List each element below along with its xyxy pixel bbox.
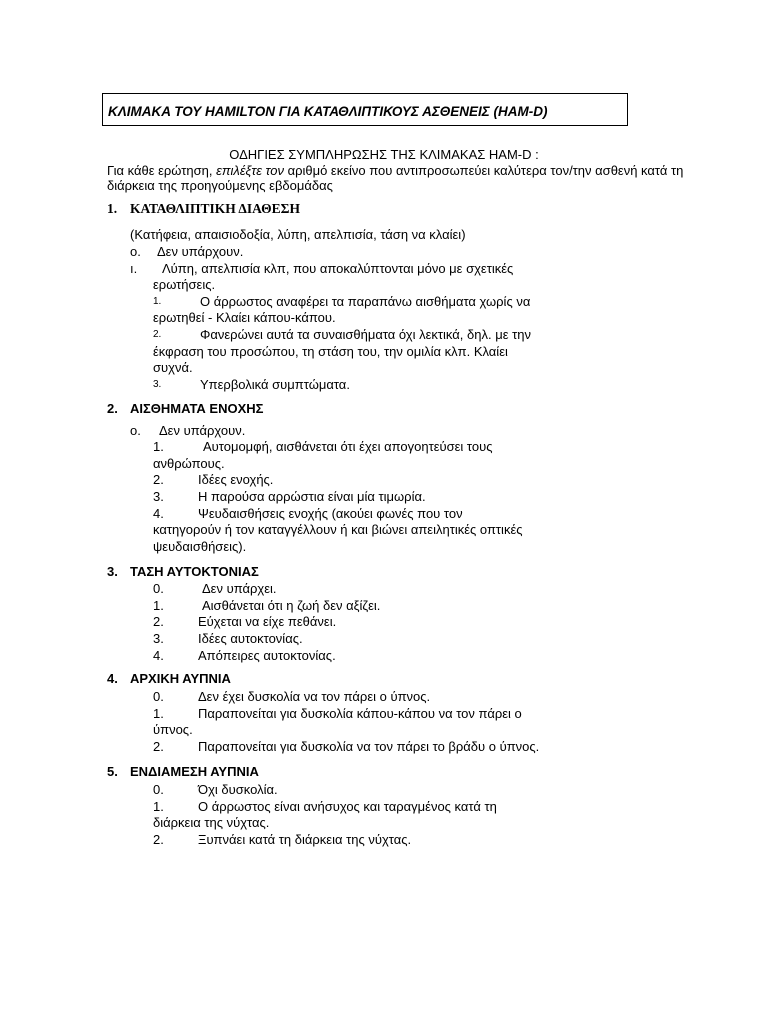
section-5-option-1-text: Ο άρρωστος είναι ανήσυχος και ταραγμένος κατά τη bbox=[198, 799, 497, 814]
section-4-number: 4. bbox=[107, 671, 118, 686]
section-1-option-3-continuation-2: συχνά. bbox=[153, 360, 193, 375]
section-4-option-0-text: Δεν έχει δυσκολία να τον πάρει ο ύπνος. bbox=[198, 689, 431, 704]
section-1-option-3-number: 2. bbox=[153, 329, 162, 340]
section-5-number: 5. bbox=[107, 764, 118, 779]
section-2-option-0-number: o. bbox=[130, 423, 141, 438]
section-4-option-1-number: 1. bbox=[153, 706, 164, 721]
section-4-title: ΑΡΧΙΚΗ ΑΥΠΝΙΑ bbox=[130, 671, 231, 686]
section-2-option-4-number: 4. bbox=[153, 506, 164, 521]
section-1-option-3-continuation-1: έκφραση του προσώπου, τη στάση του, την ομιλία κλπ. Κλαίει bbox=[153, 344, 508, 359]
section-1-number: 1. bbox=[107, 201, 118, 216]
section-3-option-0-number: 0. bbox=[153, 581, 164, 596]
section-3-option-3-number: 3. bbox=[153, 631, 164, 646]
section-3-option-0-text: Δεν υπάρχει. bbox=[202, 581, 277, 596]
section-1-option-4-text: Υπερβολικά συμπτώματα. bbox=[200, 377, 350, 392]
section-2-option-2-text: Ιδέες ενοχής. bbox=[198, 472, 274, 487]
section-2-option-4-continuation-2: ψευδαισθήσεις). bbox=[153, 539, 247, 554]
instructions-line-1 bbox=[107, 163, 683, 179]
section-4-option-2-text: Παραπονείται για δυσκολία να τον πάρει το βράδυ ο ύπνος. bbox=[198, 739, 540, 754]
section-1-option-0-text: Δεν υπάρχουν. bbox=[157, 244, 244, 259]
section-5-option-1-continuation: διάρκεια της νύχτας. bbox=[153, 815, 270, 830]
section-2-option-1-number: 1. bbox=[153, 439, 164, 454]
title-box bbox=[102, 93, 628, 126]
section-3-option-2-text: Εύχεται να είχε πεθάνει. bbox=[198, 614, 337, 629]
section-2-option-3-number: 3. bbox=[153, 489, 164, 504]
section-1-description: (Κατήφεια, απαισιοδοξία, λύπη, απελπισία, τάση να κλαίει) bbox=[130, 227, 466, 242]
section-3-option-3-text: Ιδέες αυτοκτονίας. bbox=[198, 631, 303, 646]
instructions-line-2: διάρκεια της προηγούμενης εβδομάδας bbox=[107, 178, 333, 193]
section-4-option-0-number: 0. bbox=[153, 689, 164, 704]
section-2-option-0-text: Δεν υπάρχουν. bbox=[159, 423, 246, 438]
section-1-option-0-number: o. bbox=[130, 244, 141, 259]
section-5-option-1-number: 1. bbox=[153, 799, 164, 814]
section-4-option-1-continuation: ύπνος. bbox=[153, 722, 193, 737]
section-1-option-4-number: 3. bbox=[153, 379, 162, 390]
section-1-option-2-text: Ο άρρωστος αναφέρει τα παραπάνω αισθήματα χωρίς να bbox=[200, 294, 531, 309]
instructions-emphasis: επιλέξτε τον bbox=[216, 163, 284, 178]
section-3-option-4-text: Απόπειρες αυτοκτονίας. bbox=[198, 648, 336, 663]
section-5-option-2-number: 2. bbox=[153, 832, 164, 847]
section-4-option-2-number: 2. bbox=[153, 739, 164, 754]
document-title: ΚΛΙΜΑΚΑ ΤΟΥ HAMILTON ΓΙΑ ΚΑΤΑΘΛΙΠΤΙΚΟΥΣ ΑΣΘΕΝΕΙΣ (HAM-D) bbox=[108, 104, 548, 119]
section-3-number: 3. bbox=[107, 564, 118, 579]
section-2-title: ΑΙΣΘΗΜΑΤΑ ΕΝΟΧΗΣ bbox=[130, 401, 264, 416]
instructions-heading: ΟΔΗΓΙΕΣ ΣΥΜΠΛΗΡΩΣΗΣ ΤΗΣ ΚΛΙΜΑΚΑΣ HAM-D : bbox=[229, 147, 539, 162]
section-5-option-0-text: Όχι δυσκολία. bbox=[198, 782, 278, 797]
instructions-line-1-start: Για κάθε ερώτηση, bbox=[107, 163, 217, 178]
section-2-option-2-number: 2. bbox=[153, 472, 164, 487]
section-1-option-1-number: ı. bbox=[130, 261, 138, 276]
section-5-title: ΕΝΔΙΑΜΕΣΗ ΑΥΠΝΙΑ bbox=[130, 764, 259, 779]
section-2-option-1-text: Αυτομομφή, αισθάνεται ότι έχει απογοητεύσει τους bbox=[203, 439, 493, 454]
section-5-option-0-number: 0. bbox=[153, 782, 164, 797]
section-1-title: ΚΑΤΑΘΛΙΠΤΙΚΗ ΔΙΑΘΕΣΗ bbox=[130, 201, 300, 216]
section-2-option-4-continuation-1: κατηγορούν ή τον καταγγέλλουν ή και βιώνει απειλητικές οπτικές bbox=[153, 522, 523, 537]
section-3-title: ΤΑΣΗ ΑΥΤΟΚΤΟΝΙΑΣ bbox=[130, 564, 259, 579]
section-3-option-2-number: 2. bbox=[153, 614, 164, 629]
section-1-option-3-text: Φανερώνει αυτά τα συναισθήματα όχι λεκτικά, δηλ. με την bbox=[200, 327, 531, 342]
section-4-option-1-text: Παραπονείται για δυσκολία κάπου-κάπου να τον πάρει ο bbox=[198, 706, 522, 721]
section-1-option-1-continuation: ερωτήσεις. bbox=[153, 277, 216, 292]
section-3-option-1-text: Αισθάνεται ότι η ζωή δεν αξίζει. bbox=[202, 598, 381, 613]
section-2-option-3-text: Η παρούσα αρρώστια είναι μία τιμωρία. bbox=[198, 489, 426, 504]
section-1-option-2-number: 1. bbox=[153, 296, 162, 307]
section-2-number: 2. bbox=[107, 401, 118, 416]
section-1-option-2-continuation: ερωτηθεί - Κλαίει κάπου-κάπου. bbox=[153, 310, 336, 325]
instructions-line-1-end: αριθμό εκείνο που αντιπροσωπεύει καλύτερα τον/την ασθενή κατά τη bbox=[283, 163, 684, 178]
section-2-option-1-continuation: ανθρώπους. bbox=[153, 456, 225, 471]
section-3-option-4-number: 4. bbox=[153, 648, 164, 663]
section-2-option-4-text: Ψευδαισθήσεις ενοχής (ακούει φωνές που τον bbox=[198, 506, 463, 521]
section-5-option-2-text: Ξυπνάει κατά τη διάρκεια της νύχτας. bbox=[198, 832, 412, 847]
section-1-option-1-text: Λύπη, απελπισία κλπ, που αποκαλύπτονται μόνο με σχετικές bbox=[162, 261, 514, 276]
section-3-option-1-number: 1. bbox=[153, 598, 164, 613]
